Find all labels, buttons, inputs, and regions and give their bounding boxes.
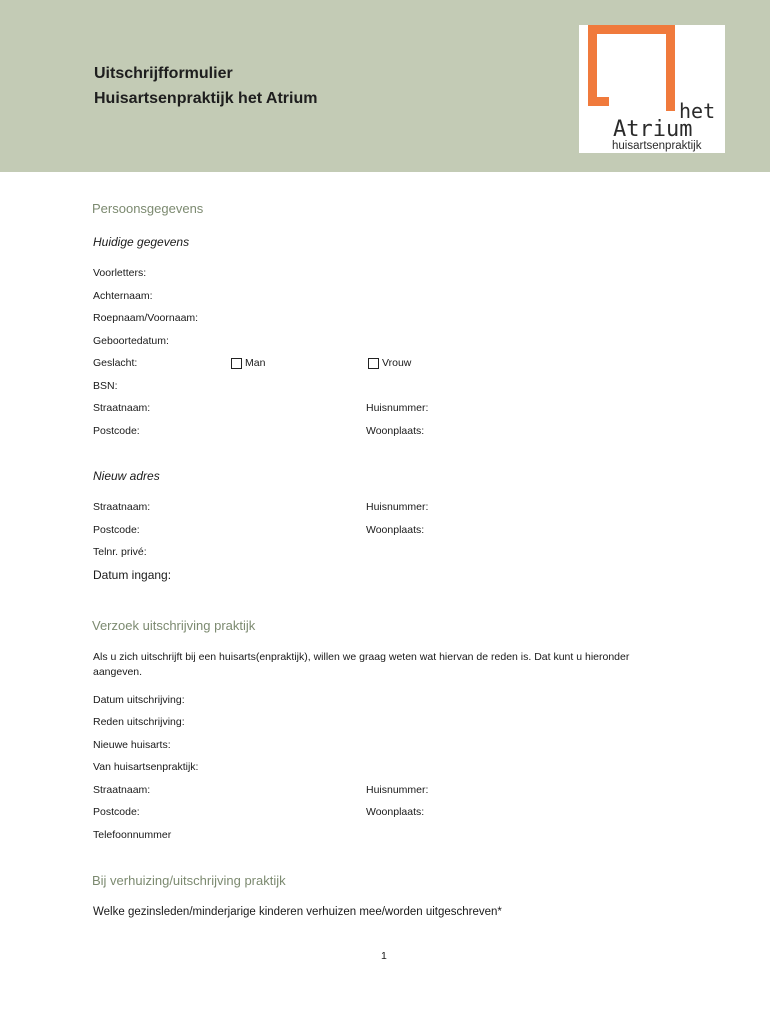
section-title-moving: Bij verhuizing/uitschrijving praktijk	[92, 873, 286, 888]
label-city: Woonplaats:	[366, 425, 425, 437]
page-number: 1	[381, 950, 387, 962]
atrium-logo	[579, 25, 725, 153]
label-deregistration-date: Datum uitschrijving:	[93, 694, 185, 706]
label-surname: Achternaam:	[93, 290, 153, 302]
logo-word-atrium: Atrium	[613, 117, 693, 142]
logo-word-het: het	[679, 99, 716, 123]
label-street: Straatnaam:	[93, 402, 151, 414]
label-new-street: Straatnaam:	[93, 501, 151, 513]
logo-tagline: huisartsenpraktijk	[612, 140, 702, 152]
page-header	[0, 0, 770, 172]
subtitle-new-address: Nieuw adres	[93, 469, 160, 483]
practice-name: Huisartsenpraktijk het Atrium	[94, 90, 318, 107]
label-new-gp: Nieuwe huisarts:	[93, 739, 171, 751]
logo-mark	[579, 25, 725, 153]
checkbox-female[interactable]	[368, 358, 379, 369]
label-practice-city: Woonplaats:	[366, 806, 425, 818]
label-new-phone: Telnr. privé:	[93, 546, 147, 558]
label-new-housenumber: Huisnummer:	[366, 501, 429, 513]
subtitle-current: Huidige gegevens	[93, 235, 190, 249]
label-practice-phone: Telefoonnummer	[93, 829, 172, 841]
label-initials: Voorletters:	[93, 267, 147, 279]
label-new-city: Woonplaats:	[366, 524, 425, 536]
label-deregistration-reason: Reden uitschrijving:	[93, 716, 185, 728]
label-housenumber: Huisnummer:	[366, 402, 429, 414]
label-bsn: BSN:	[93, 380, 118, 392]
label-new-postcode: Postcode:	[93, 524, 140, 536]
request-intro: Als u zich uitschrijft bij een huisarts(enpraktijk), willen we graag weten wat hiervan de reden is. Dat kunt u hieronder aangeven.	[93, 651, 630, 678]
section-title-request: Verzoek uitschrijving praktijk	[92, 618, 256, 633]
moving-question: Welke gezinsleden/minderjarige kinderen verhuizen mee/worden uitgeschreven*	[93, 906, 502, 918]
label-postcode: Postcode:	[93, 425, 140, 437]
label-practice-street: Straatnaam:	[93, 784, 151, 796]
label-practice-postcode: Postcode:	[93, 806, 140, 818]
label-practice-housenumber: Huisnummer:	[366, 784, 429, 796]
form-title: Uitschrijfformulier	[94, 65, 233, 82]
label-male: Man	[245, 357, 266, 369]
label-birthdate: Geboortedatum:	[93, 335, 169, 347]
label-firstname: Roepnaam/Voornaam:	[93, 312, 199, 324]
label-start-date: Datum ingang:	[93, 568, 172, 582]
label-gender: Geslacht:	[93, 357, 138, 369]
label-from-practice: Van huisartsenpraktijk:	[93, 761, 199, 773]
checkbox-male[interactable]	[231, 358, 242, 369]
section-title-personal: Persoonsgegevens	[92, 201, 204, 216]
label-female: Vrouw	[382, 357, 412, 369]
